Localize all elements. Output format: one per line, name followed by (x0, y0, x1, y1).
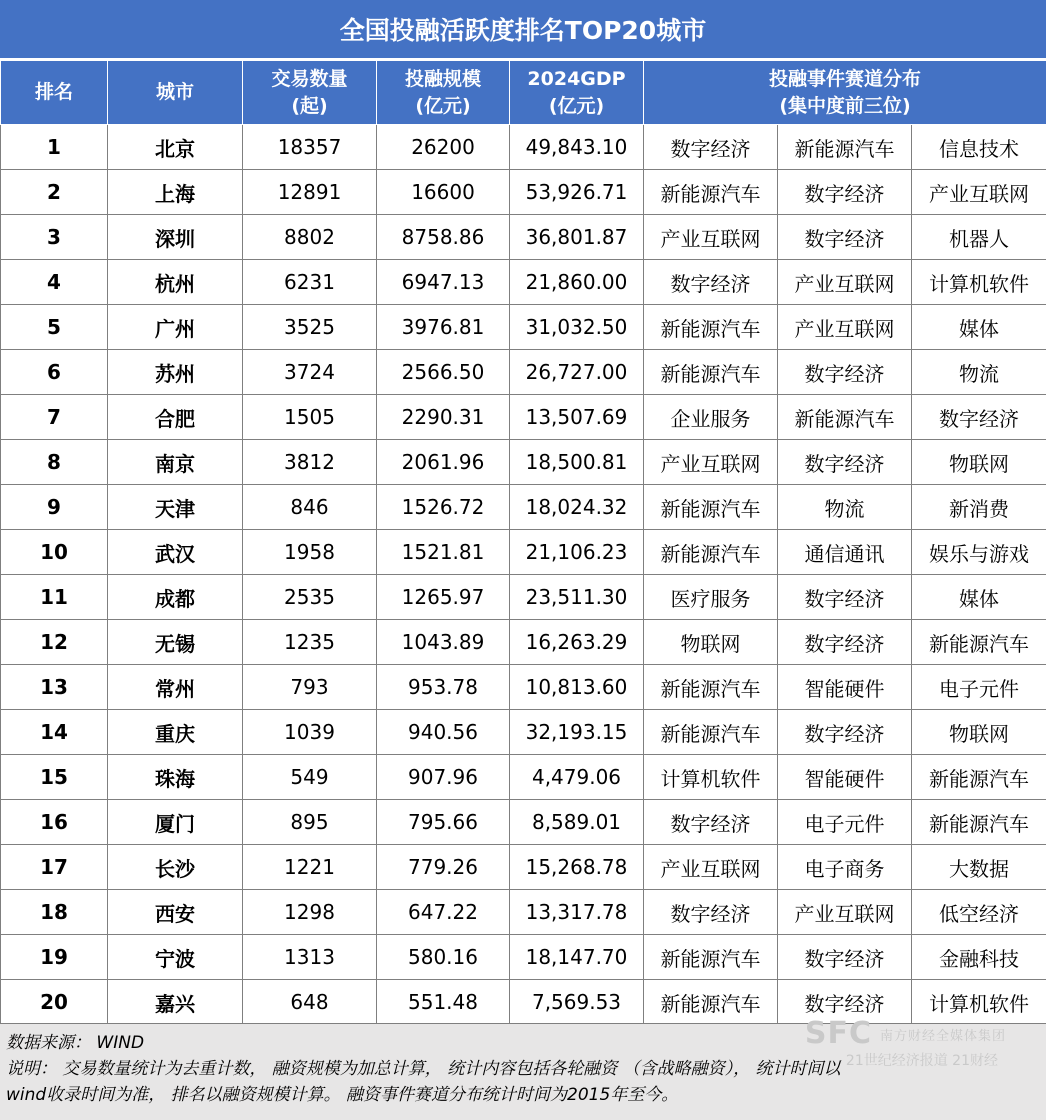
cell-track-3: 数字经济 (912, 395, 1046, 440)
cell-deals: 12891 (243, 170, 377, 215)
cell-track-3: 媒体 (912, 575, 1046, 620)
cell-city: 成都 (108, 575, 243, 620)
cell-track-3: 物流 (912, 350, 1046, 395)
cell-deals: 1298 (243, 890, 377, 935)
cell-track-3: 金融科技 (912, 935, 1046, 980)
cell-scale: 953.78 (377, 665, 510, 710)
header-scale-line1: 投融规模 (404, 67, 481, 90)
cell-rank: 13 (1, 665, 108, 710)
cell-scale: 907.96 (377, 755, 510, 800)
table-row (1, 530, 1046, 575)
header-tracks (644, 61, 1046, 125)
cell-gdp: 18,147.70 (510, 935, 644, 980)
cell-track-2: 数字经济 (778, 935, 912, 980)
cell-track-3: 低空经济 (912, 890, 1046, 935)
cell-gdp: 36,801.87 (510, 215, 644, 260)
cell-deals: 18357 (243, 125, 377, 170)
cell-track-3: 机器人 (912, 215, 1046, 260)
footer-note-line1: 说明： 交易数量统计为去重计数， 融资规模为加总计算， 统计内容包括各轮融资 （含战略融资）， 统计时间以 (6, 1059, 841, 1079)
cell-track-2: 通信通讯 (778, 530, 912, 575)
cell-deals: 1235 (243, 620, 377, 665)
cell-city: 武汉 (108, 530, 243, 575)
table-row (1, 125, 1046, 170)
cell-track-2: 智能硬件 (778, 665, 912, 710)
cell-deals: 6231 (243, 260, 377, 305)
cell-track-2: 产业互联网 (778, 260, 912, 305)
cell-track-2: 新能源汽车 (778, 395, 912, 440)
cell-rank: 17 (1, 845, 108, 890)
cell-gdp: 18,500.81 (510, 440, 644, 485)
page-title: 全国投融活跃度排名TOP20城市 (0, 0, 1046, 60)
cell-track-2: 数字经济 (778, 575, 912, 620)
cell-deals: 1039 (243, 710, 377, 755)
cell-track-1: 数字经济 (644, 800, 778, 845)
table-row (1, 935, 1046, 980)
header-tracks-line1: 投融事件赛道分布 (769, 67, 922, 90)
table-row (1, 710, 1046, 755)
cell-track-2: 电子元件 (778, 800, 912, 845)
cell-rank: 9 (1, 485, 108, 530)
cell-gdp: 16,263.29 (510, 620, 644, 665)
cell-city: 珠海 (108, 755, 243, 800)
cell-gdp: 13,317.78 (510, 890, 644, 935)
cell-track-1: 新能源汽车 (644, 350, 778, 395)
cell-scale: 940.56 (377, 710, 510, 755)
cell-rank: 5 (1, 305, 108, 350)
cell-gdp: 23,511.30 (510, 575, 644, 620)
cell-scale: 1265.97 (377, 575, 510, 620)
cell-gdp: 49,843.10 (510, 125, 644, 170)
cell-track-1: 产业互联网 (644, 845, 778, 890)
cell-track-1: 新能源汽车 (644, 710, 778, 755)
cell-track-2: 数字经济 (778, 170, 912, 215)
table-header (1, 61, 1046, 125)
cell-city: 合肥 (108, 395, 243, 440)
table-row (1, 440, 1046, 485)
cell-rank: 14 (1, 710, 108, 755)
cell-track-2: 新能源汽车 (778, 125, 912, 170)
cell-scale: 551.48 (377, 980, 510, 1025)
cell-deals: 3525 (243, 305, 377, 350)
cell-track-3: 大数据 (912, 845, 1046, 890)
header-gdp-line2: (亿元) (548, 94, 605, 117)
cell-city: 西安 (108, 890, 243, 935)
cell-deals: 3812 (243, 440, 377, 485)
table-body (1, 125, 1046, 1025)
watermark-logo (805, 1016, 1006, 1051)
cell-track-3: 新能源汽车 (912, 755, 1046, 800)
cell-scale: 1526.72 (377, 485, 510, 530)
cell-city: 深圳 (108, 215, 243, 260)
cell-rank: 2 (1, 170, 108, 215)
cell-rank: 12 (1, 620, 108, 665)
cell-scale: 1043.89 (377, 620, 510, 665)
cell-city: 南京 (108, 440, 243, 485)
cell-track-2: 数字经济 (778, 215, 912, 260)
watermark-sub: 21世纪经济报道 21财经 (845, 1053, 998, 1069)
cell-rank: 6 (1, 350, 108, 395)
header-tracks-line2: (集中度前三位) (779, 94, 911, 117)
cell-track-1: 新能源汽车 (644, 530, 778, 575)
cell-scale: 2290.31 (377, 395, 510, 440)
cell-track-1: 计算机软件 (644, 755, 778, 800)
cell-city: 无锡 (108, 620, 243, 665)
cell-gdp: 4,479.06 (510, 755, 644, 800)
cell-city: 杭州 (108, 260, 243, 305)
cell-track-2: 数字经济 (778, 350, 912, 395)
cell-city: 上海 (108, 170, 243, 215)
cell-scale: 8758.86 (377, 215, 510, 260)
cell-city: 常州 (108, 665, 243, 710)
table-row (1, 260, 1046, 305)
cell-track-2: 数字经济 (778, 980, 912, 1025)
cell-gdp: 15,268.78 (510, 845, 644, 890)
cell-deals: 2535 (243, 575, 377, 620)
cell-scale: 779.26 (377, 845, 510, 890)
header-gdp (510, 61, 644, 125)
cell-gdp: 53,926.71 (510, 170, 644, 215)
table-row (1, 890, 1046, 935)
cell-track-1: 新能源汽车 (644, 170, 778, 215)
cell-rank: 16 (1, 800, 108, 845)
table-row (1, 305, 1046, 350)
cell-rank: 11 (1, 575, 108, 620)
cell-gdp: 18,024.32 (510, 485, 644, 530)
cell-scale: 3976.81 (377, 305, 510, 350)
cell-track-3: 产业互联网 (912, 170, 1046, 215)
cell-track-1: 物联网 (644, 620, 778, 665)
table-row (1, 620, 1046, 665)
cell-gdp: 26,727.00 (510, 350, 644, 395)
cell-track-1: 新能源汽车 (644, 485, 778, 530)
cell-track-2: 数字经济 (778, 710, 912, 755)
cell-rank: 8 (1, 440, 108, 485)
header-scale (377, 61, 510, 125)
cell-city: 天津 (108, 485, 243, 530)
table-row (1, 575, 1046, 620)
cell-track-1: 产业互联网 (644, 440, 778, 485)
cell-track-3: 计算机软件 (912, 260, 1046, 305)
cell-track-3: 物联网 (912, 710, 1046, 755)
cell-gdp: 21,106.23 (510, 530, 644, 575)
table-row (1, 350, 1046, 395)
cell-rank: 15 (1, 755, 108, 800)
table-row (1, 395, 1046, 440)
cell-gdp: 7,569.53 (510, 980, 644, 1025)
table-row (1, 215, 1046, 260)
cell-deals: 8802 (243, 215, 377, 260)
cell-city: 厦门 (108, 800, 243, 845)
table-row (1, 665, 1046, 710)
cell-deals: 895 (243, 800, 377, 845)
cell-track-3: 计算机软件 (912, 980, 1046, 1025)
cell-gdp: 10,813.60 (510, 665, 644, 710)
header-deals-line1: 交易数量 (271, 67, 348, 90)
cell-track-3: 新消费 (912, 485, 1046, 530)
cell-scale: 795.66 (377, 800, 510, 845)
cell-track-3: 媒体 (912, 305, 1046, 350)
cell-track-2: 物流 (778, 485, 912, 530)
cell-track-2: 数字经济 (778, 440, 912, 485)
cell-gdp: 8,589.01 (510, 800, 644, 845)
header-scale-line2: (亿元) (415, 94, 471, 117)
cell-track-1: 数字经济 (644, 125, 778, 170)
cell-deals: 1313 (243, 935, 377, 980)
table-row (1, 755, 1046, 800)
cell-track-3: 电子元件 (912, 665, 1046, 710)
cell-rank: 19 (1, 935, 108, 980)
cell-scale: 647.22 (377, 890, 510, 935)
table-row (1, 485, 1046, 530)
cell-deals: 3724 (243, 350, 377, 395)
cell-deals: 549 (243, 755, 377, 800)
cell-rank: 20 (1, 980, 108, 1025)
header-rank: 排名 (1, 61, 108, 125)
cell-city: 北京 (108, 125, 243, 170)
cell-rank: 3 (1, 215, 108, 260)
cell-track-1: 数字经济 (644, 890, 778, 935)
footer-note-line2: wind收录时间为准， 排名以融资规模计算。 融资事件赛道分布统计时间为2015年至今。 (6, 1085, 679, 1105)
cell-deals: 648 (243, 980, 377, 1025)
cell-gdp: 32,193.15 (510, 710, 644, 755)
cell-track-1: 医疗服务 (644, 575, 778, 620)
cell-scale: 580.16 (377, 935, 510, 980)
cell-deals: 1221 (243, 845, 377, 890)
header-city: 城市 (108, 61, 243, 125)
cell-track-2: 产业互联网 (778, 890, 912, 935)
header-gdp-line1: 2024GDP (527, 67, 626, 90)
cell-track-2: 产业互联网 (778, 305, 912, 350)
cell-scale: 26200 (377, 125, 510, 170)
cell-city: 嘉兴 (108, 980, 243, 1025)
cell-rank: 1 (1, 125, 108, 170)
cell-scale: 2061.96 (377, 440, 510, 485)
ranking-table (0, 60, 1046, 1025)
watermark-logo-text: SFC (804, 1016, 872, 1051)
cell-city: 重庆 (108, 710, 243, 755)
cell-scale: 2566.50 (377, 350, 510, 395)
cell-deals: 846 (243, 485, 377, 530)
cell-track-1: 产业互联网 (644, 215, 778, 260)
cell-track-1: 新能源汽车 (644, 935, 778, 980)
footer-source: 数据来源： WIND (6, 1033, 145, 1053)
watermark-org: 南方财经全媒体集团 (879, 1029, 1006, 1044)
cell-track-3: 物联网 (912, 440, 1046, 485)
cell-deals: 793 (243, 665, 377, 710)
cell-track-1: 新能源汽车 (644, 305, 778, 350)
cell-gdp: 13,507.69 (510, 395, 644, 440)
cell-track-3: 娱乐与游戏 (912, 530, 1046, 575)
cell-gdp: 31,032.50 (510, 305, 644, 350)
cell-deals: 1958 (243, 530, 377, 575)
header-deals (243, 61, 377, 125)
table-row (1, 170, 1046, 215)
cell-track-2: 智能硬件 (778, 755, 912, 800)
cell-track-3: 新能源汽车 (912, 800, 1046, 845)
cell-scale: 6947.13 (377, 260, 510, 305)
cell-city: 宁波 (108, 935, 243, 980)
cell-rank: 18 (1, 890, 108, 935)
cell-track-2: 电子商务 (778, 845, 912, 890)
cell-track-1: 新能源汽车 (644, 665, 778, 710)
cell-track-1: 数字经济 (644, 260, 778, 305)
cell-track-3: 信息技术 (912, 125, 1046, 170)
table-row (1, 845, 1046, 890)
header-deals-line2: (起) (291, 94, 328, 117)
cell-deals: 1505 (243, 395, 377, 440)
table-row (1, 800, 1046, 845)
cell-city: 长沙 (108, 845, 243, 890)
cell-rank: 10 (1, 530, 108, 575)
cell-rank: 4 (1, 260, 108, 305)
cell-city: 广州 (108, 305, 243, 350)
cell-rank: 7 (1, 395, 108, 440)
cell-scale: 1521.81 (377, 530, 510, 575)
cell-city: 苏州 (108, 350, 243, 395)
cell-track-3: 新能源汽车 (912, 620, 1046, 665)
cell-track-1: 新能源汽车 (644, 980, 778, 1025)
cell-track-2: 数字经济 (778, 620, 912, 665)
cell-track-1: 企业服务 (644, 395, 778, 440)
cell-scale: 16600 (377, 170, 510, 215)
cell-gdp: 21,860.00 (510, 260, 644, 305)
